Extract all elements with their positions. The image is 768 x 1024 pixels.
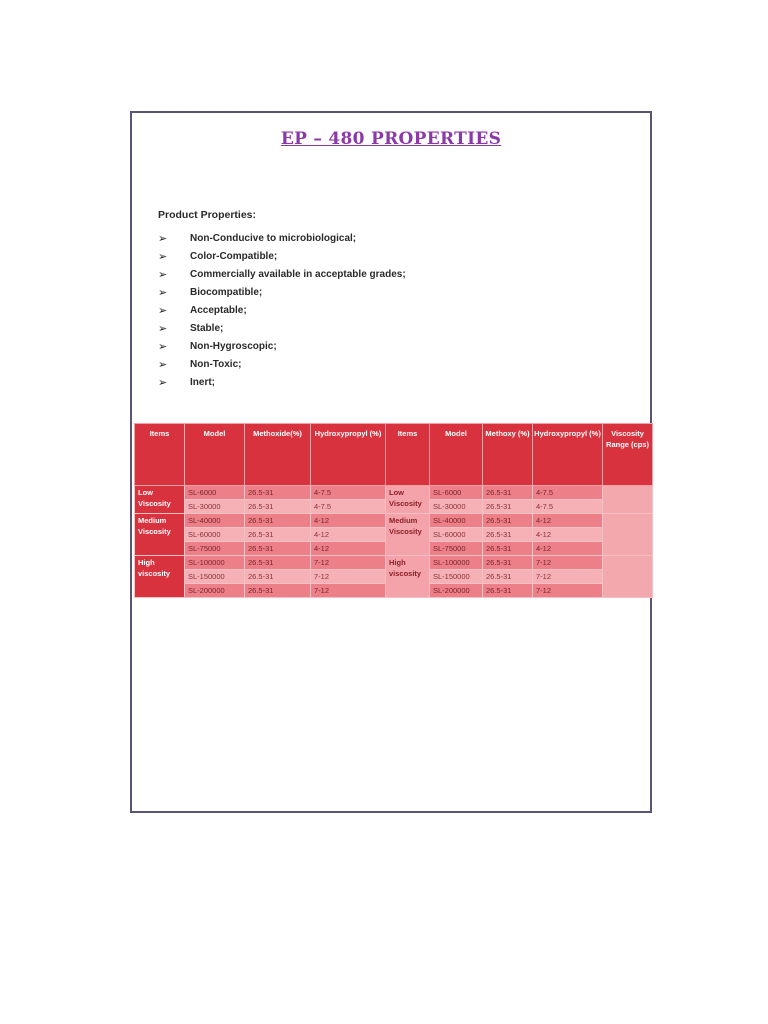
property-item (158, 373, 406, 391)
hydroxypropyl-cell: 7-12 (311, 556, 386, 570)
property-text: Acceptable; (190, 304, 247, 316)
property-item (158, 247, 406, 265)
hydroxypropyl-cell-2: 7-12 (533, 570, 603, 584)
group-label: Low Viscosity (135, 486, 185, 514)
arrow-bullet-icon: ➢ (158, 250, 168, 263)
group-label-repeat: Low Viscosity (386, 486, 430, 514)
methoxide-cell: 26.5-31 (245, 556, 311, 570)
hydroxypropyl-cell: 4-7.5 (311, 500, 386, 514)
property-item (158, 319, 406, 337)
table-row (135, 556, 653, 570)
property-item (158, 283, 406, 301)
model-cell: SL-30000 (185, 500, 245, 514)
column-header: Hydroxypropyl (%) (311, 424, 386, 486)
column-header: Model (185, 424, 245, 486)
methoxide-cell: 26.5-31 (245, 500, 311, 514)
arrow-bullet-icon: ➢ (158, 376, 168, 389)
property-text: Non-Toxic; (190, 358, 242, 370)
methoxy-cell-2: 26.5-31 (483, 570, 533, 584)
model-cell: SL-150000 (185, 570, 245, 584)
methoxy-cell-2: 26.5-31 (483, 486, 533, 500)
arrow-bullet-icon: ➢ (158, 304, 168, 317)
arrow-bullet-icon: ➢ (158, 268, 168, 281)
group-label-repeat: High viscosity (386, 556, 430, 598)
table-row (135, 514, 653, 528)
methoxide-cell: 26.5-31 (245, 528, 311, 542)
arrow-bullet-icon: ➢ (158, 232, 168, 245)
property-text: Non-Hygroscopic; (190, 340, 277, 352)
model-cell-2: SL-75000 (430, 542, 483, 556)
table-header-row (135, 424, 653, 486)
column-header: Viscosity Range (cps) (603, 424, 653, 486)
property-text: Inert; (190, 376, 215, 388)
properties-table-container (134, 423, 652, 598)
model-cell-2: SL-40000 (430, 514, 483, 528)
viscosity-range-cell (603, 514, 653, 556)
group-label: Medium Viscosity (135, 514, 185, 556)
hydroxypropyl-cell-2: 7-12 (533, 584, 603, 598)
methoxy-cell-2: 26.5-31 (483, 500, 533, 514)
hydroxypropyl-cell-2: 7-12 (533, 556, 603, 570)
hydroxypropyl-cell-2: 4-12 (533, 542, 603, 556)
methoxide-cell: 26.5-31 (245, 514, 311, 528)
column-header: Methoxy (%) (483, 424, 533, 486)
methoxide-cell: 26.5-31 (245, 584, 311, 598)
arrow-bullet-icon: ➢ (158, 340, 168, 353)
hydroxypropyl-cell-2: 4-7.5 (533, 486, 603, 500)
arrow-bullet-icon: ➢ (158, 358, 168, 371)
methoxide-cell: 26.5-31 (245, 542, 311, 556)
hydroxypropyl-cell: 7-12 (311, 570, 386, 584)
arrow-bullet-icon: ➢ (158, 286, 168, 299)
properties-heading: Product Properties: (158, 209, 257, 221)
property-item (158, 301, 406, 319)
property-item (158, 265, 406, 283)
model-cell-2: SL-60000 (430, 528, 483, 542)
property-item (158, 229, 406, 247)
arrow-bullet-icon: ➢ (158, 322, 168, 335)
column-header: Hydroxypropyl (%) (533, 424, 603, 486)
model-cell: SL-40000 (185, 514, 245, 528)
group-label-repeat: Medium Viscosity (386, 514, 430, 556)
hydroxypropyl-cell: 4-7.5 (311, 486, 386, 500)
viscosity-range-cell (603, 486, 653, 514)
column-header: Items (135, 424, 185, 486)
model-cell-2: SL-200000 (430, 584, 483, 598)
model-cell: SL-200000 (185, 584, 245, 598)
methoxide-cell: 26.5-31 (245, 570, 311, 584)
hydroxypropyl-cell: 4-12 (311, 514, 386, 528)
column-header: Methoxide(%) (245, 424, 311, 486)
property-text: Commercially available in acceptable grades; (190, 268, 406, 280)
model-cell-2: SL-30000 (430, 500, 483, 514)
methoxy-cell-2: 26.5-31 (483, 542, 533, 556)
model-cell: SL-60000 (185, 528, 245, 542)
model-cell-2: SL-150000 (430, 570, 483, 584)
hydroxypropyl-cell-2: 4-12 (533, 528, 603, 542)
properties-list (158, 229, 406, 391)
document-page (130, 111, 652, 813)
hydroxypropyl-cell-2: 4-12 (533, 514, 603, 528)
property-text: Stable; (190, 322, 224, 334)
property-item (158, 355, 406, 373)
page-title: EP – 480 PROPERTIES (280, 129, 502, 149)
methoxy-cell-2: 26.5-31 (483, 514, 533, 528)
property-item (158, 337, 406, 355)
model-cell: SL-100000 (185, 556, 245, 570)
column-header: Items (386, 424, 430, 486)
table-row (135, 486, 653, 500)
model-cell: SL-6000 (185, 486, 245, 500)
model-cell: SL-75000 (185, 542, 245, 556)
methoxy-cell-2: 26.5-31 (483, 556, 533, 570)
model-cell-2: SL-100000 (430, 556, 483, 570)
hydroxypropyl-cell: 4-12 (311, 528, 386, 542)
hydroxypropyl-cell-2: 4-7.5 (533, 500, 603, 514)
property-text: Color-Compatible; (190, 250, 278, 262)
hydroxypropyl-cell: 4-12 (311, 542, 386, 556)
methoxy-cell-2: 26.5-31 (483, 528, 533, 542)
model-cell-2: SL-6000 (430, 486, 483, 500)
hydroxypropyl-cell: 7-12 (311, 584, 386, 598)
methoxide-cell: 26.5-31 (245, 486, 311, 500)
properties-table (134, 423, 653, 598)
property-text: Biocompatible; (190, 286, 263, 298)
methoxy-cell-2: 26.5-31 (483, 584, 533, 598)
viscosity-range-cell (603, 556, 653, 598)
property-text: Non-Conducive to microbiological; (190, 232, 357, 244)
group-label: High viscosity (135, 556, 185, 598)
column-header: Model (430, 424, 483, 486)
